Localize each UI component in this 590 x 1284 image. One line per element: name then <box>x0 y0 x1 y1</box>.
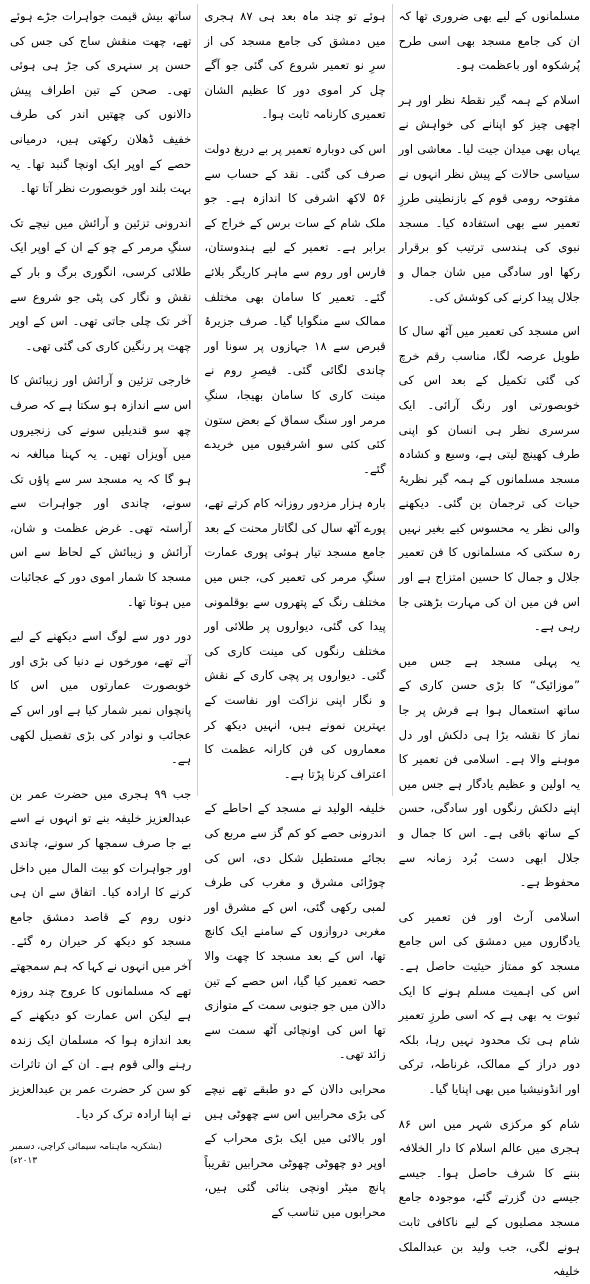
paragraph: ہوئے تو چند ماہ بعد ہی ۸۷ ہجری میں دمشق کی جامع مسجد کی از سرِ نو تعمیر شروع کی گئی جو آگے چل کر اموی دور کا عظیم الشان تعمیری کارنامہ ثابت ہوا۔ <box>204 9 386 122</box>
source-credit: (بشکریہ ماہنامہ سیمائی کراچی، دسمبر ۲۰۱۳ء) <box>10 1142 162 1167</box>
paragraph: دور دور سے لوگ اسے دیکھنے کے لیے آتے تھے، مورخوں نے دنیا کی بڑی اور خوبصورت عمارتوں میں اس کا پانچواں نمبر شمار کیا ہے اور اس کے عجائب و نوادر کی بڑی تفصیل لکھی ہے۔ <box>10 629 192 767</box>
paragraph: خلیفہ الولید نے مسجد کے احاطے کے اندرونی حصے کو کم گز سے مربع کی بجائے مستطیل شکل دی، اس کی چوڑائی مشرق و مغرب کی طرف لمبی رکھی گئی، اس کے مشرق اور مغربی دروازوں کے سامنے ایک کانچ تھا، اس کے بعد مسجد کا چھت والا حصہ تعمیر کیا گیا، اس حصے کے تین دالان میں جو جنوبی سمت کے متوازی تھا اس کی اونچائی آٹھ سمت سے زائد تھی۔ <box>204 801 386 1062</box>
text-column-middle <box>198 4 392 1219</box>
paragraph: بارہ ہزار مزدور روزانہ کام کرتے تھے، پورے آٹھ سال کی لگاتار محنت کے بعد جامع مسجد تیار ہوئی پوری عمارت سنگِ مرمر کی تعمیر کی، جس میں مختلف رنگ کے پتھروں سے بوقلمونی پیدا کی گئی، دیواروں پر طلائی اور مختلف رنگوں کی مینت کاری کی گئی۔ دیواروں پر پچی کاری کے نقش و نگار اپنی نزاکت اور نفاست کے بہترین نمونے ہیں، انہیں دیکھ کر معماروں کی فن کارانہ عظمت کا اعتراف کرنا پڑتا ہے۔ <box>204 496 386 781</box>
paragraph: شام کو مرکزی شہر میں اس ۸۶ ہجری میں عالم اسلام کا دار الخلافہ بننے کا شرف حاصل ہوا۔ جیسے جیسے دن گزرتے گئے، موجودہ جامع مسجد مصلیوں کے لیے ناکافی ثابت ہونے لگی، جب ولید بن عبدالملک خلیفہ <box>398 1116 580 1279</box>
article-page <box>4 4 586 1279</box>
paragraph: یہ پہلی مسجد ہے جس میں ”موزائیک“ کا بڑی حسن کاری کے ساتھ استعمال ہوا ہے فرش پر جا نماز کا نقشہ بڑا ہی دلکش اور دل موہنے والا ہے۔ اسلامی فن تعمیر کا یہ اولین و عظیم یادگار ہے جس میں اپنے دلکش رنگوں اور سادگی، حسن کے ساتھ باقی ہے۔ اس کا جمال و جلال ابھی دست بُرد زمانہ سے محفوظ ہے۔ <box>398 653 580 890</box>
paragraph: جب ۹۹ ہجری میں حضرت عمر بن عبدالعزیز خلیفہ بنے تو انہوں نے اسے بے جا صرف سمجھا کر سونے، چاندی اور جواہرات کو بیت المال میں داخل کرنے کا ارادہ کیا۔ اتفاق سے ان ہی دنوں روم کے قاصد دمشق جامع مسجد کو دیکھ کر حیران رہ گئے۔ آخر میں انہوں نے کہا کہ ہم سمجھتے تھے کہ مسلمانوں کا عروج چند روزہ ہے لیکن اس عمارت کو دیکھنے کے بعد اندازہ ہوا کہ مسلمان ایک زندہ رہنے والی قوم ہے۔ ان کے ان تاثرات کو سن کر حضرت عمر بن عبدالعزیز نے اپنا ارادہ ترک کر دیا۔ <box>10 786 192 1121</box>
paragraph: اندرونی تزئین و آرائش میں نیچے تک سنگِ مرمر کے چو کے ان کے اوپر ایک طلائی کرسی، انگوری برگ و بار کے نقش و نگار کی پٹی جو شروع سے آخر تک چلی جاتی تھی۔ اس کے اوپر چھت پر رنگین کاری کی گئی تھی۔ <box>10 215 192 353</box>
paragraph: مسلمانوں کے لیے بھی ضروری تھا کہ ان کی جامع مسجد بھی اسی طرح پُرشکوہ اور باعظمت ہو۔ <box>398 9 580 73</box>
paragraph: محرابی دالان کے دو طبقے تھے نیچے کی بڑی محرابیں اس سے چھوٹی ہیں اور بالائی میں ایک بڑی محراب کے اوپر دو چھوٹی چھوٹی محرابیں تقریباً پانچ میٹر اونچی بنائی گئی ہیں، محرابوں میں تناسب کے <box>204 1081 386 1219</box>
paragraph: اسلام کے ہمہ گیر نقطۂ نظر اور ہر اچھی چیز کو اپنانے کی خواہش نے یہاں بھی میدان جیت لیا۔ معاشی اور سیاسی حالات کے پیش نظر انہوں نے مفتوحہ رومی قوم کے بازنطینی طرزِ تعمیر سے بھی استفادہ کیا۔ مسجد نبوی کی ہندسی ترتیب کو برقرار رکھا اور سادگی میں شان جمال و جلال پیدا کرنے کی کوشش کی۔ <box>398 92 580 304</box>
text-column-left <box>4 4 198 1167</box>
text-column-right <box>393 4 586 1279</box>
paragraph: خارجی تزئین و آرائش اور زیبائش کا اس سے اندازہ ہو سکتا ہے کہ صرف چھ سو قندیلیں سونے کی زنجیروں میں آویزاں تھیں۔ یہ کہنا مبالغہ نہ ہو گا کہ یہ مسجد سر سے پاؤں تک سونے، چاندی اور جواہرات سے آراستہ تھی۔ غرض عظمت و شان، آرائش و زیبائش کے لحاظ سے اس مسجد کا شمار اموی دور کے عجائبات میں ہوتا تھا۔ <box>10 373 192 609</box>
paragraph: ساتھ بیش قیمت جواہرات جڑے ہوئے تھے، چھت منقش ساج کی جس کی حسن پر سنہری کی جڑ ہی ہوئی تھی۔ صحن کے تین اطراف پیش دالانوں کی چھتیں اندر کی طرف خفیف ڈھلان رکھتی ہیں، درمیانی حصے کے اوپر ایک اونچا گنبد تھا۔ یہ بہت بلند اور خوبصورت نظر آتا تھا۔ <box>10 9 192 196</box>
paragraph: اس کی دوبارہ تعمیر پر بے دریغ دولت صرف کی گئی۔ نقد کے حساب سے ۵۶ لاکھ اشرفی کا اندازہ ہے۔ جو ملک شام کے سات برس کے خراج کے برابر ہے۔ تعمیر کے لیے ہندوستان، فارس اور روم سے ماہر کاریگر بلائے گئے۔ تعمیر کا سامان بھی مختلف ممالک سے منگوایا گیا۔ صرف جزیرۂ قبرص سے ۱۸ جہازوں پر سونا اور چاندی لگائی گئی۔ قیصرِ روم نے مینت کاری کا سامان بھیجا، سنگِ مرمر اور سنگ سماق کے بعض ستون کئی کئی سو اشرفیوں میں خریدے گئے۔ <box>204 141 386 476</box>
paragraph: اسلامی آرٹ اور فن تعمیر کی یادگاروں میں دمشق کی اس جامع مسجد کو ممتاز حیثیت حاصل ہے۔ اس کی اہمیت مسلم ہونے کا ایک ثبوت یہ بھی ہے کہ اسی طرزِ تعمیر شام ہی تک محدود نہیں رہا، بلکہ دور دراز کے ممالک، غرناطہ، ترکی اور انڈونیشیا میں بھی اپنایا گیا۔ <box>398 909 580 1096</box>
paragraph: اس مسجد کی تعمیر میں آٹھ سال کا طویل عرصہ لگا، مناسب رقم خرچ کی گئی تکمیل کے بعد اس کی خوبصورتی اور رنگ آرائی۔ ایک سرسری نظر ہی انسان کو اپنی طرف کھینچ لیتی ہے، وسیع و کشادہ مسجد مسلمانوں کے ہمہ گیر نظریۂ حیات کی ترجمان بن گئی۔ دیکھنے والی نظر یہ محسوس کیے بغیر نہیں رہ سکتی کہ مسلمانوں کا فن تعمیر جلال و جمال کا حسین امتزاج ہے اور اس فن میں ان کی مہارت بڑھتی جا رہی ہے۔ <box>398 324 580 634</box>
